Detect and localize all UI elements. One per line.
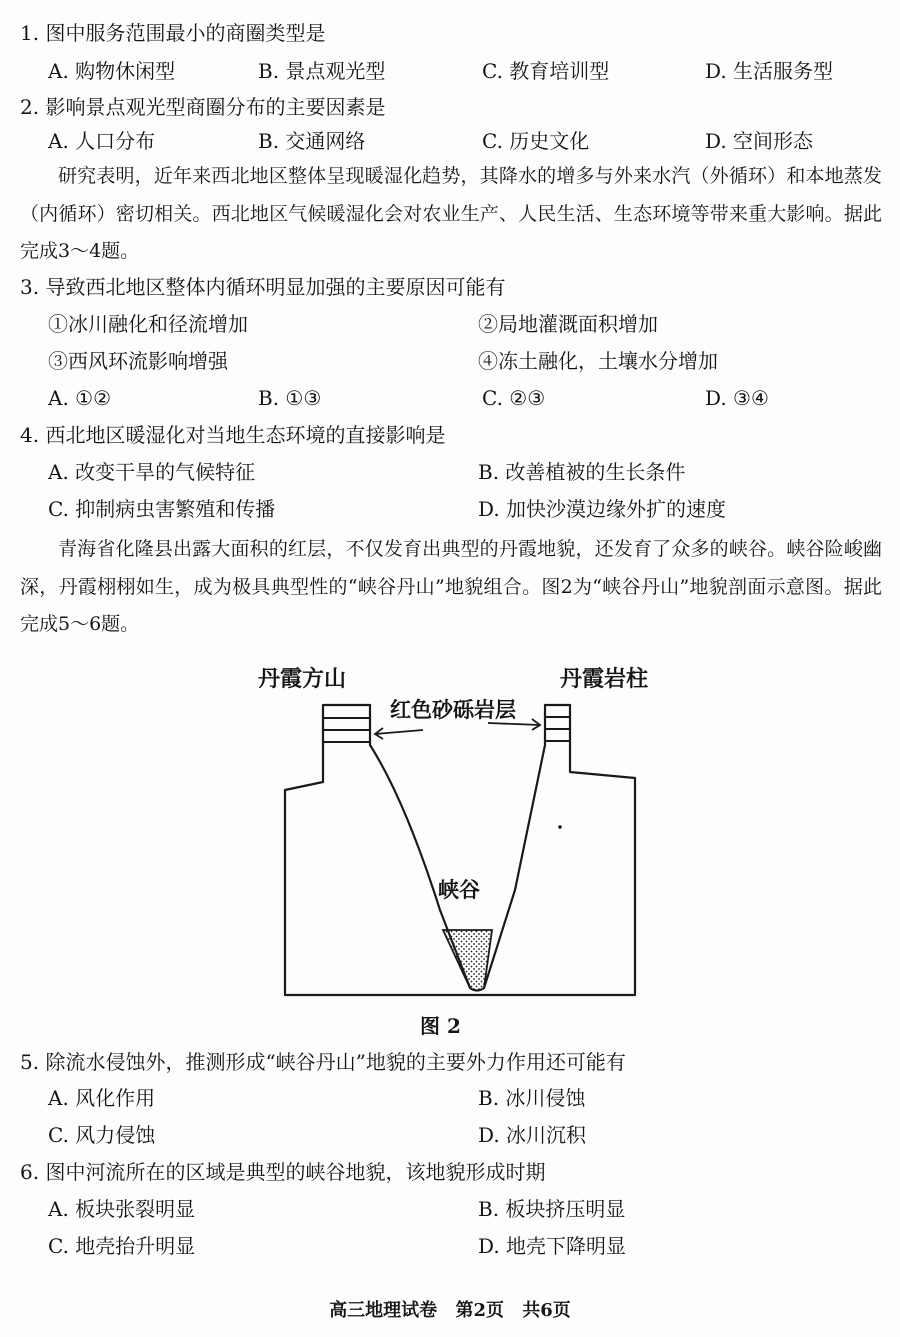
q4-option-a: A. 改变干旱的气候特征 xyxy=(48,460,256,484)
q3-statement-1: ①冰川融化和径流增加 xyxy=(48,312,248,336)
q4-option-d: D. 加快沙漠边缘外扩的速度 xyxy=(478,497,727,521)
question-6-stem: 6. 图中河流所在的区域是典型的峡谷地貌，该地貌形成时期 xyxy=(20,1160,546,1184)
question-3-stem: 3. 导致西北地区整体内循环明显加强的主要原因可能有 xyxy=(20,275,506,299)
q1-option-b: B. 景点观光型 xyxy=(258,59,386,83)
passage-3-4: 研究表明，近年来西北地区整体呈现暖湿化趋势，其降水的增多与外来水汽（外循环）和本地蒸发（内循环）密切相关。西北地区气候暖湿化会对农业生产、人民生活、生态环境等带来重大影响。据此完成3～4题。 xyxy=(20,165,882,262)
page-footer xyxy=(0,1296,900,1322)
q1-option-c: C. 教育培训型 xyxy=(482,59,610,83)
q6-option-b: B. 板块挤压明显 xyxy=(478,1197,626,1221)
label-red-sandstone: 红色砂砾岩层 xyxy=(390,698,516,722)
q1-option-d: D. 生活服务型 xyxy=(705,59,834,83)
label-danxia-pillar: 丹霞岩柱 xyxy=(560,667,649,692)
canyon-profile-figure xyxy=(230,650,700,1010)
q2-option-d: D. 空间形态 xyxy=(705,129,814,153)
q3-statement-3: ③西风环流影响增强 xyxy=(48,349,228,373)
label-danxia-mesa: 丹霞方山 xyxy=(258,667,347,692)
river-water xyxy=(443,930,492,991)
passage-5-6: 青海省化隆县出露大面积的红层，不仅发育出典型的丹霞地貌，还发育了众多的峡谷。峡谷险峻幽深，丹霞栩栩如生，成为极具典型性的“峡谷丹山”地貌组合。图2为“峡谷丹山”地貌剖面示意图。据此完成5～6题。 xyxy=(20,538,882,635)
stray-dot xyxy=(558,825,562,829)
q5-option-c: C. 风力侵蚀 xyxy=(48,1123,156,1147)
red-sandstone-layers-left xyxy=(323,718,370,742)
q2-option-a: A. 人口分布 xyxy=(48,129,156,153)
q1-option-a: A. 购物休闲型 xyxy=(48,59,176,83)
footer-page-number: 第2页 xyxy=(455,1300,504,1321)
q2-option-b: B. 交通网络 xyxy=(258,129,366,153)
label-canyon: 峡谷 xyxy=(438,878,480,902)
q5-option-a: A. 风化作用 xyxy=(48,1086,156,1110)
q4-option-b: B. 改善植被的生长条件 xyxy=(478,460,686,484)
question-1-stem: 1. 图中服务范围最小的商圈类型是 xyxy=(20,21,326,45)
q6-option-a: A. 板块张裂明显 xyxy=(48,1197,196,1221)
question-4-stem: 4. 西北地区暖湿化对当地生态环境的直接影响是 xyxy=(20,423,446,447)
question-5-stem: 5. 除流水侵蚀外，推测形成“峡谷丹山”地貌的主要外力作用还可能有 xyxy=(20,1050,626,1074)
q3-option-c: C. ②③ xyxy=(482,386,546,410)
footer-title: 高三地理试卷 xyxy=(329,1300,438,1321)
footer-total-pages: 共6页 xyxy=(522,1300,571,1321)
q4-option-c: C. 抑制病虫害繁殖和传播 xyxy=(48,497,276,521)
q3-option-b: B. ①③ xyxy=(258,386,322,410)
question-2-stem: 2. 影响景点观光型商圈分布的主要因素是 xyxy=(20,95,386,119)
q5-option-d: D. 冰川沉积 xyxy=(478,1123,587,1147)
q2-option-c: C. 历史文化 xyxy=(482,129,590,153)
figure-caption: 图 2 xyxy=(420,1014,461,1038)
layer-arrow-left xyxy=(375,728,423,739)
q6-option-d: D. 地壳下降明显 xyxy=(478,1234,627,1258)
q3-statement-4: ④冻土融化，土壤水分增加 xyxy=(478,349,718,373)
q6-option-c: C. 地壳抬升明显 xyxy=(48,1234,196,1258)
q5-option-b: B. 冰川侵蚀 xyxy=(478,1086,586,1110)
q3-option-a: A. ①② xyxy=(48,386,112,410)
q3-option-d: D. ③④ xyxy=(705,386,769,410)
red-sandstone-layers-right xyxy=(545,717,570,741)
q3-statement-2: ②局地灌溉面积增加 xyxy=(478,312,658,336)
